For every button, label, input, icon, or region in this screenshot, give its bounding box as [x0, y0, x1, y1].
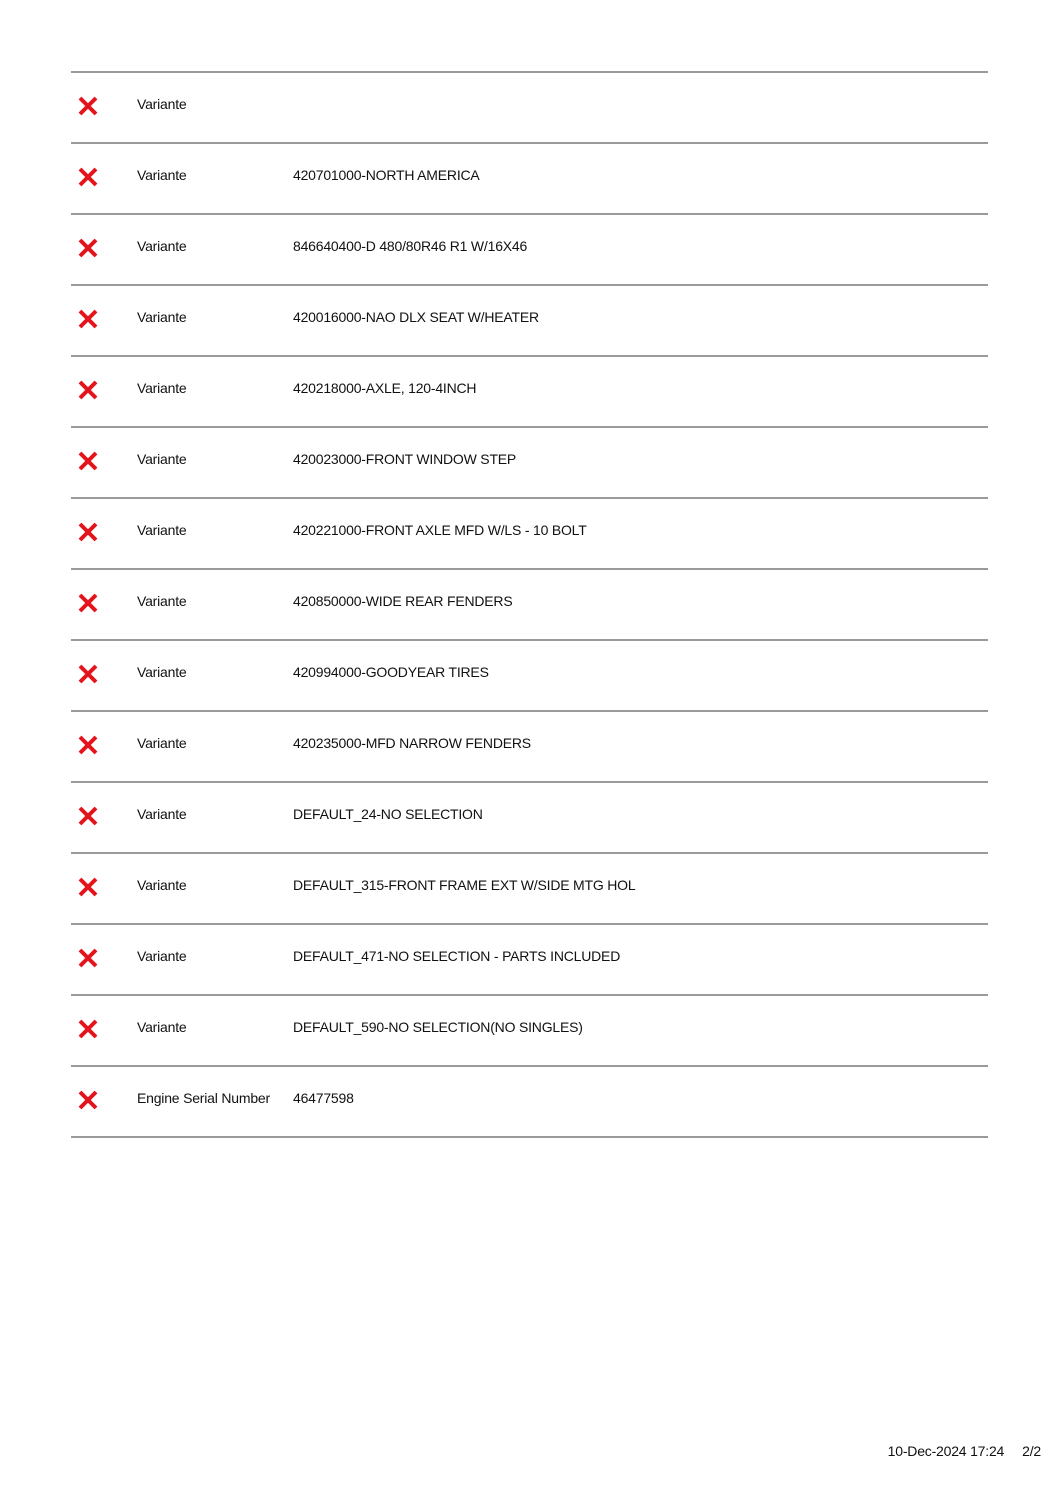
red-x-icon	[77, 95, 99, 117]
table-row	[71, 854, 988, 925]
table-row	[71, 144, 988, 215]
table-row	[71, 570, 988, 641]
red-x-icon	[77, 663, 99, 685]
red-x-icon	[77, 379, 99, 401]
row-value: 846640400-D 480/80R46 R1 W/16X46	[293, 238, 528, 254]
red-x-icon	[77, 876, 99, 898]
row-label: Variante	[137, 593, 187, 609]
red-x-icon	[77, 450, 99, 472]
table-row	[71, 428, 988, 499]
footer-timestamp: 10-Dec-2024 17:24	[887, 1443, 1005, 1459]
row-label: Variante	[137, 948, 187, 964]
row-label: Variante	[137, 522, 187, 538]
row-value: 420701000-NORTH AMERICA	[293, 167, 480, 183]
red-x-icon	[77, 308, 99, 330]
page-number: 2/2	[1022, 1443, 1041, 1459]
row-label: Variante	[137, 167, 187, 183]
row-label: Variante	[137, 664, 187, 680]
page-footer	[888, 1443, 1041, 1459]
red-x-icon	[77, 592, 99, 614]
table-row	[71, 357, 988, 428]
table-row	[71, 641, 988, 712]
table-row	[71, 712, 988, 783]
red-x-icon	[77, 166, 99, 188]
red-x-icon	[77, 805, 99, 827]
row-label: Variante	[137, 877, 187, 893]
row-label: Variante	[137, 309, 187, 325]
row-label: Variante	[137, 451, 187, 467]
row-label: Variante	[137, 806, 187, 822]
row-label: Variante	[137, 1019, 187, 1035]
row-label: Variante	[137, 238, 187, 254]
red-x-icon	[77, 1018, 99, 1040]
row-value: 420221000-FRONT AXLE MFD W/LS - 10 BOLT	[293, 522, 587, 538]
table-row	[71, 783, 988, 854]
table-row	[71, 499, 988, 570]
row-value: 420218000-AXLE, 120-4INCH	[293, 380, 477, 396]
red-x-icon	[77, 521, 99, 543]
row-value: DEFAULT_24-NO SELECTION	[293, 806, 483, 822]
table-row	[71, 1067, 988, 1138]
red-x-icon	[77, 947, 99, 969]
red-x-icon	[77, 734, 99, 756]
row-value: 420235000-MFD NARROW FENDERS	[293, 735, 531, 751]
table-row	[71, 215, 988, 286]
variant-table	[71, 71, 988, 1138]
row-value: 420850000-WIDE REAR FENDERS	[293, 593, 513, 609]
row-label: Variante	[137, 96, 187, 112]
row-value: 420023000-FRONT WINDOW STEP	[293, 451, 517, 467]
table-row	[71, 73, 988, 144]
table-row	[71, 286, 988, 357]
row-value: DEFAULT_315-FRONT FRAME EXT W/SIDE MTG HOL	[293, 877, 636, 893]
table-row	[71, 925, 988, 996]
row-value: 46477598	[293, 1090, 354, 1106]
red-x-icon	[77, 1089, 99, 1111]
row-label: Variante	[137, 735, 187, 751]
row-label: Variante	[137, 380, 187, 396]
row-value: DEFAULT_471-NO SELECTION - PARTS INCLUDED	[293, 948, 621, 964]
row-value: DEFAULT_590-NO SELECTION(NO SINGLES)	[293, 1019, 583, 1035]
row-label: Engine Serial Number	[137, 1090, 270, 1106]
row-value: 420016000-NAO DLX SEAT W/HEATER	[293, 309, 539, 325]
row-value: 420994000-GOODYEAR TIRES	[293, 664, 489, 680]
table-row	[71, 996, 988, 1067]
red-x-icon	[77, 237, 99, 259]
